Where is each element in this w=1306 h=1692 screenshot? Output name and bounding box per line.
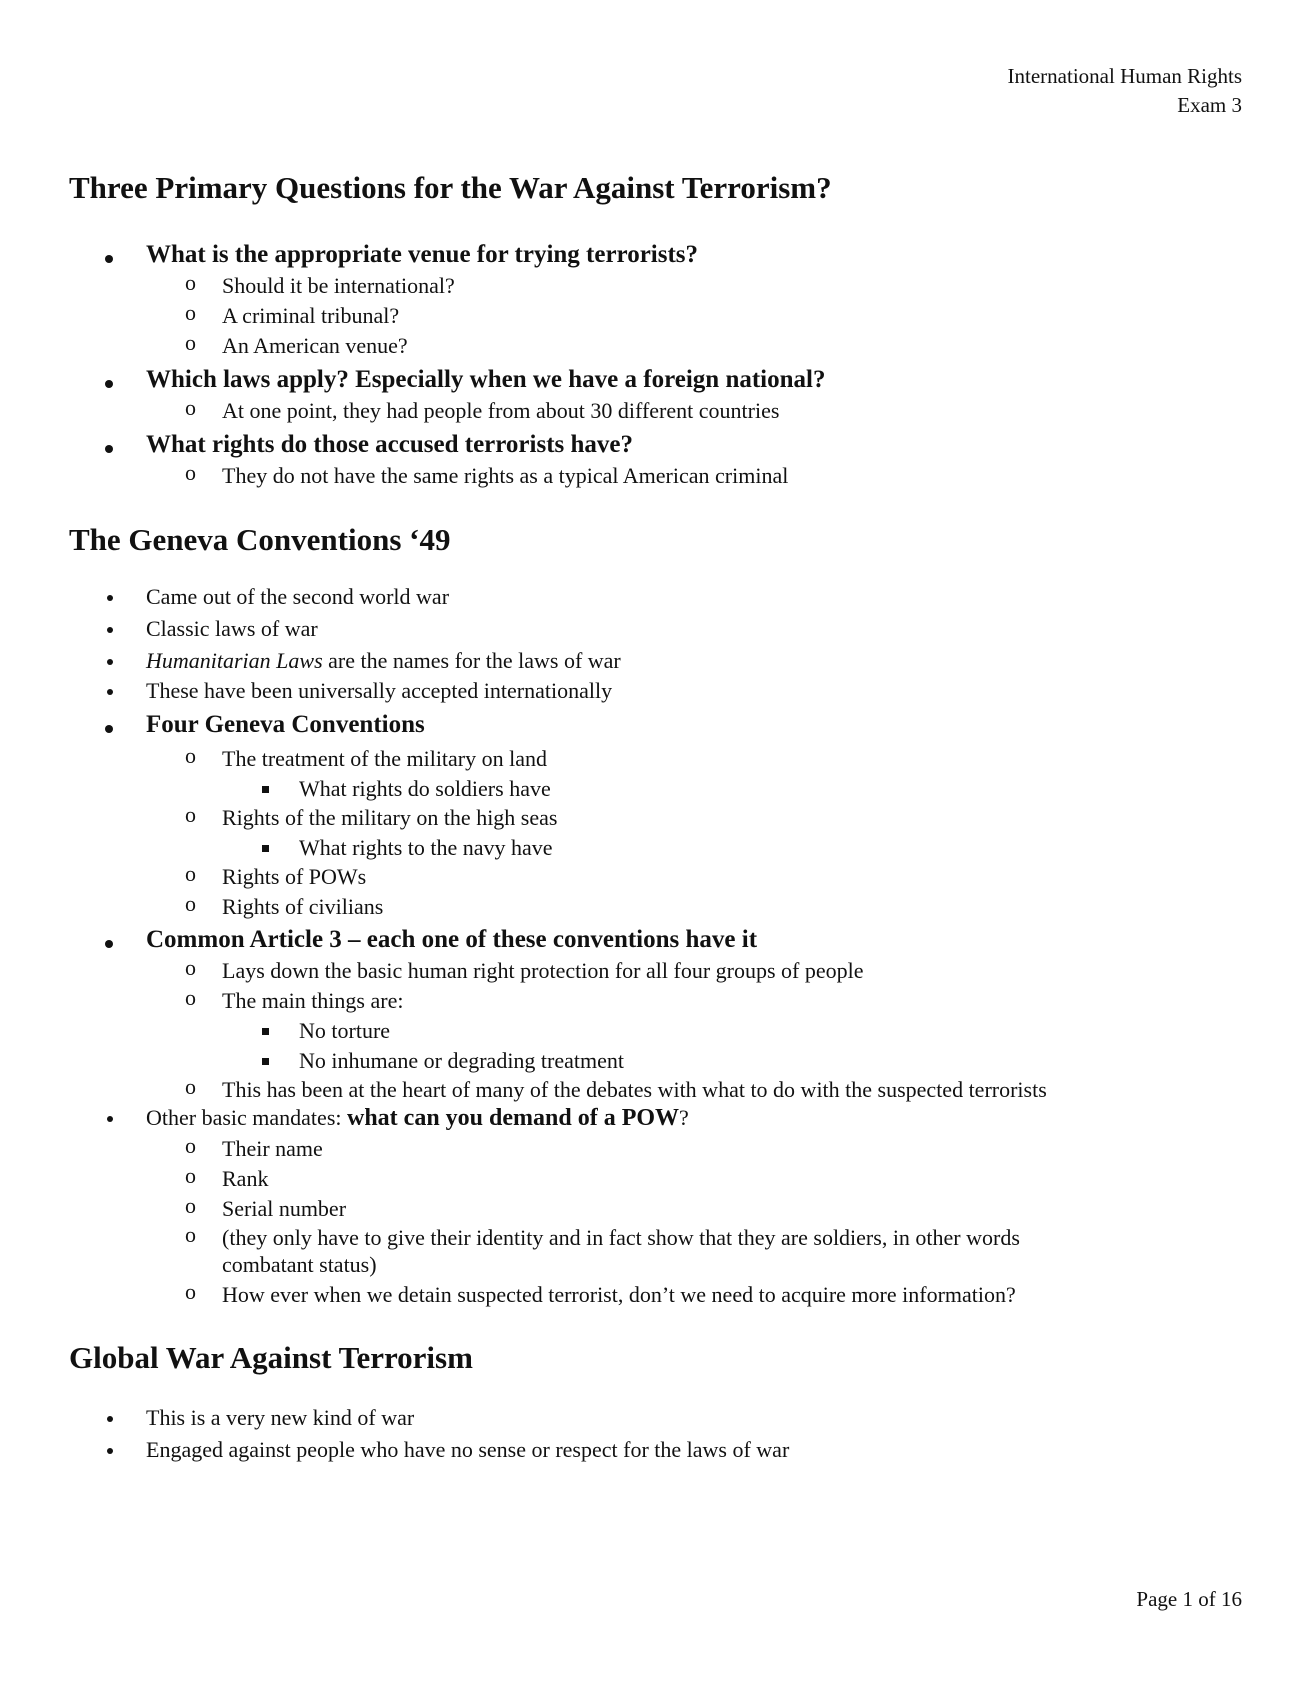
list-item: This has been at the heart of many of the debates with what to do with the suspected terrorists bbox=[222, 1077, 1047, 1102]
bullet-dot bbox=[107, 595, 113, 601]
list-item: This is a very new kind of war bbox=[146, 1405, 415, 1430]
list-item: Classic laws of war bbox=[146, 616, 318, 641]
bullet-dot bbox=[107, 659, 113, 665]
section-title-geneva: The Geneva Conventions ‘49 bbox=[69, 522, 451, 557]
list-item: Engaged against people who have no sense or respect for the laws of war bbox=[146, 1437, 790, 1462]
bullet-dot bbox=[107, 627, 113, 633]
circle-bullet: o bbox=[185, 1222, 196, 1247]
circle-bullet: o bbox=[185, 985, 196, 1010]
circle-bullet: o bbox=[185, 300, 196, 325]
circle-bullet: o bbox=[185, 1193, 196, 1218]
circle-bullet: o bbox=[185, 1279, 196, 1304]
bullet-dot bbox=[105, 380, 113, 388]
section-title-primary-questions: Three Primary Questions for the War Against Terrorism? bbox=[69, 170, 832, 205]
page-number: Page 1 of 16 bbox=[1136, 1587, 1242, 1611]
bullet-dot bbox=[105, 940, 113, 948]
bullet-dot bbox=[107, 689, 113, 695]
circle-bullet: o bbox=[185, 891, 196, 916]
circle-bullet: o bbox=[185, 861, 196, 886]
square-bullet bbox=[262, 786, 269, 793]
list-item: A criminal tribunal? bbox=[222, 303, 400, 328]
list-item: Came out of the second world war bbox=[146, 584, 450, 609]
circle-bullet: o bbox=[185, 743, 196, 768]
list-item bbox=[146, 648, 621, 674]
list-item-rest: are the names for the laws of war bbox=[322, 648, 621, 673]
bullet-dot bbox=[107, 1448, 113, 1454]
mandates-suffix: ? bbox=[679, 1105, 689, 1130]
exam-label: Exam 3 bbox=[1177, 93, 1242, 117]
circle-bullet: o bbox=[185, 395, 196, 420]
list-item: How ever when we detain suspected terrorist, don’t we need to acquire more information? bbox=[222, 1282, 1016, 1307]
list-item: Lays down the basic human right protection for all four groups of people bbox=[222, 958, 864, 983]
list-item: The main things are: bbox=[222, 988, 404, 1013]
bullet-dot bbox=[105, 255, 113, 263]
four-conventions-heading: Four Geneva Conventions bbox=[146, 711, 425, 738]
list-item: The treatment of the military on land bbox=[222, 746, 548, 771]
mandates-bold: what can you demand of a POW bbox=[347, 1105, 680, 1131]
list-item: Their name bbox=[222, 1136, 323, 1161]
list-item: Rights of POWs bbox=[222, 864, 367, 889]
course-title: International Human Rights bbox=[1007, 64, 1242, 88]
list-item: Should it be international? bbox=[222, 273, 455, 298]
circle-bullet: o bbox=[185, 330, 196, 355]
common-article-heading: Common Article 3 – each one of these conventions have it bbox=[146, 926, 758, 953]
page-header bbox=[1008, 62, 1242, 120]
circle-bullet: o bbox=[185, 1163, 196, 1188]
circle-bullet: o bbox=[185, 802, 196, 827]
list-item: Rights of the military on the high seas bbox=[222, 805, 558, 830]
list-item: They do not have the same rights as a typical American criminal bbox=[222, 463, 789, 488]
list-item: What rights to the navy have bbox=[299, 835, 553, 860]
circle-bullet: o bbox=[185, 955, 196, 980]
list-item bbox=[146, 1105, 689, 1132]
list-item: What rights do soldiers have bbox=[299, 776, 551, 801]
circle-bullet: o bbox=[185, 460, 196, 485]
question-venue: What is the appropriate venue for trying terrorists? bbox=[146, 241, 699, 268]
list-item: (they only have to give their identity and in fact show that they are soldiers, in other words bbox=[222, 1225, 1020, 1250]
bullet-dot bbox=[107, 1116, 113, 1122]
mandates-prefix: Other basic mandates: bbox=[146, 1105, 347, 1130]
list-item-continuation: combatant status) bbox=[222, 1252, 377, 1277]
list-item: These have been universally accepted internationally bbox=[146, 678, 613, 703]
circle-bullet: o bbox=[185, 1133, 196, 1158]
bullet-dot bbox=[107, 1416, 113, 1422]
circle-bullet: o bbox=[185, 270, 196, 295]
emphasis-text: Humanitarian Laws bbox=[146, 648, 323, 673]
list-item: Rank bbox=[222, 1166, 269, 1191]
question-rights: What rights do those accused terrorists have? bbox=[146, 431, 633, 458]
bullet-dot bbox=[105, 725, 113, 733]
question-laws: Which laws apply? Especially when we have a foreign national? bbox=[146, 366, 826, 393]
circle-bullet: o bbox=[185, 1074, 196, 1099]
square-bullet bbox=[262, 845, 269, 852]
list-item: No torture bbox=[299, 1018, 391, 1043]
square-bullet bbox=[262, 1028, 269, 1035]
list-item: No inhumane or degrading treatment bbox=[299, 1048, 625, 1073]
bullet-dot bbox=[105, 445, 113, 453]
list-item: Rights of civilians bbox=[222, 894, 384, 919]
square-bullet bbox=[262, 1058, 269, 1065]
list-item: An American venue? bbox=[222, 333, 408, 358]
list-item: At one point, they had people from about 30 different countries bbox=[222, 398, 780, 423]
list-item: Serial number bbox=[222, 1196, 347, 1221]
section-title-global-war: Global War Against Terrorism bbox=[69, 1340, 473, 1375]
